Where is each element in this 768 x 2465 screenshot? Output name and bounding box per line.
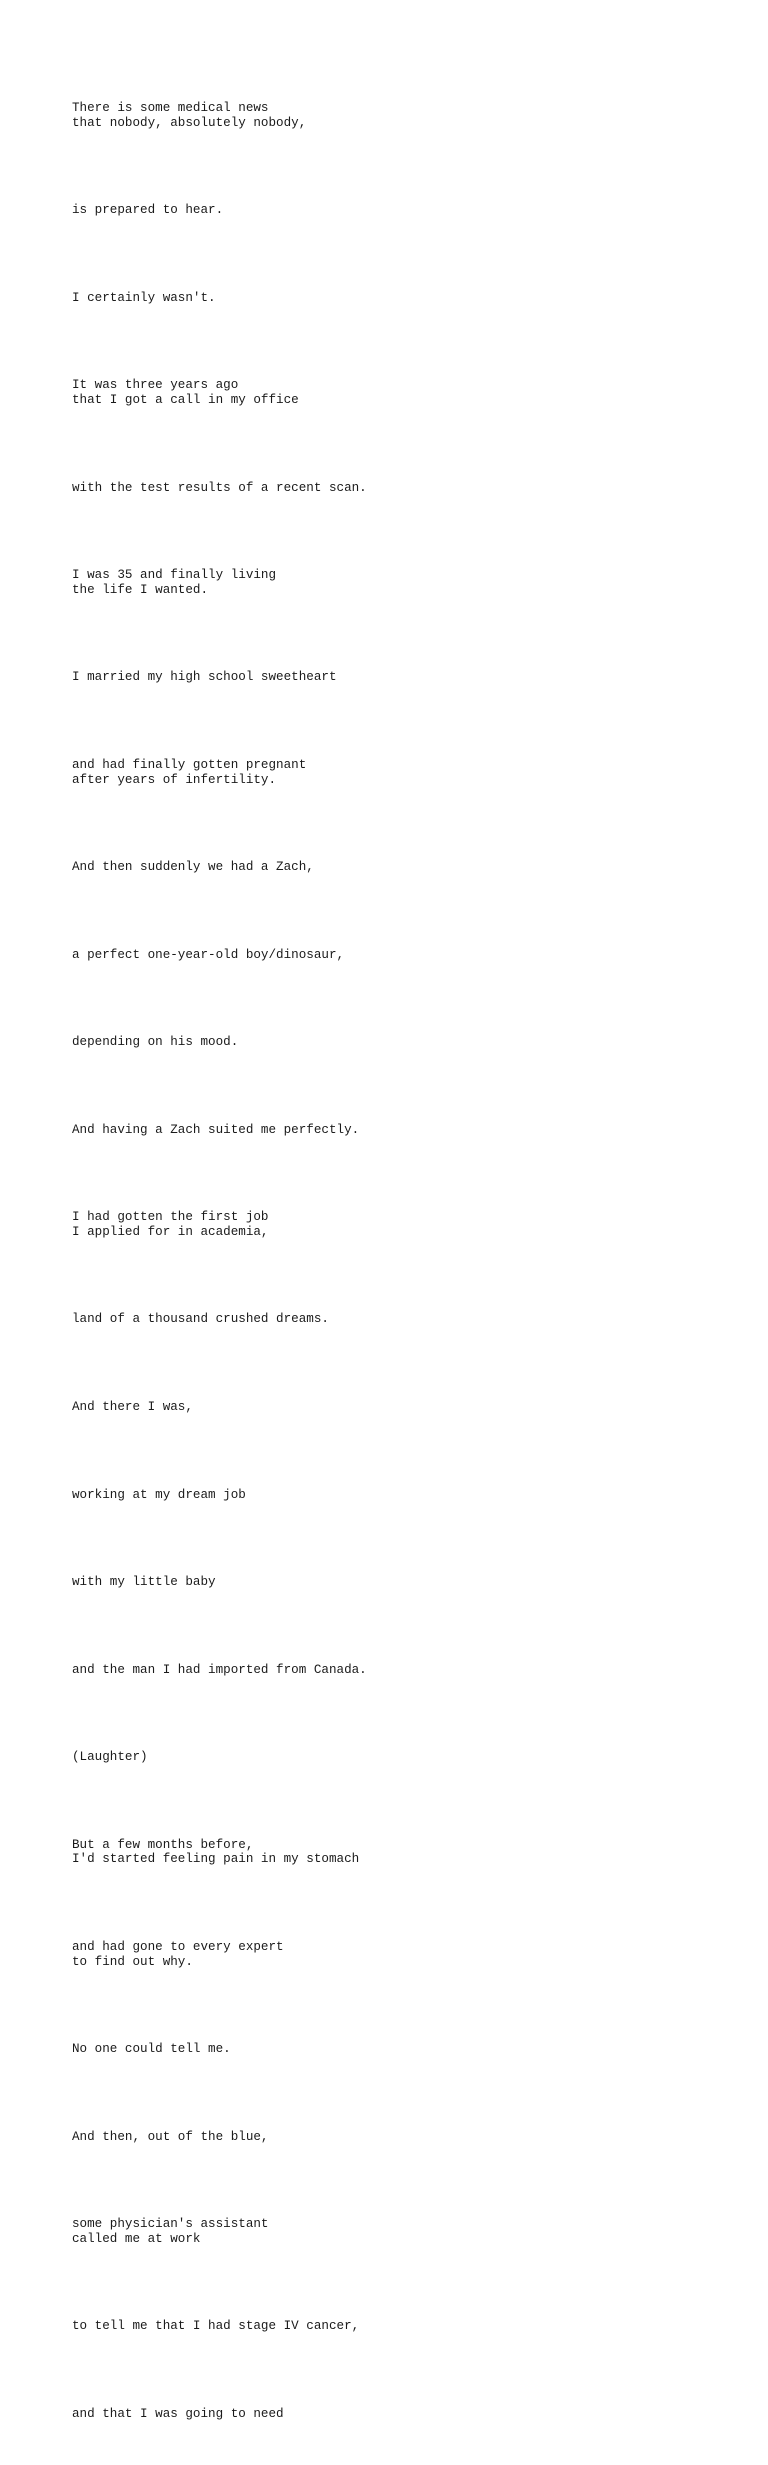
text-line: And having a Zach suited me perfectly. xyxy=(72,1122,360,1137)
paragraph xyxy=(72,1721,712,1794)
text-line: I was 35 and finally living xyxy=(72,568,277,583)
text-line: called me at work xyxy=(72,2231,201,2246)
text-line: to find out why. xyxy=(72,1954,193,1969)
text-line: It was three years ago xyxy=(72,378,239,393)
paragraph xyxy=(72,918,712,991)
text-line: No one could tell me. xyxy=(72,2042,231,2057)
paragraph xyxy=(72,262,712,335)
text-line: that I got a call in my office xyxy=(72,393,299,408)
text-line: I'd started feeling pain in my stomach xyxy=(72,1852,360,1867)
text-line: (Laughter) xyxy=(72,1750,148,1765)
text-line: There is some medical news xyxy=(72,101,269,116)
paragraph xyxy=(72,1006,712,1079)
text-line: But a few months before, xyxy=(72,1837,254,1852)
paragraph xyxy=(72,1371,712,1444)
text-line: and the man I had imported from Canada. xyxy=(72,1662,367,1677)
paragraph xyxy=(72,2290,712,2363)
text-line: I applied for in academia, xyxy=(72,1224,269,1239)
paragraph xyxy=(72,641,712,714)
text-line: and had gone to every expert xyxy=(72,1940,284,1954)
text-line: with my little baby xyxy=(72,1575,216,1590)
text-line: and that I was going to need xyxy=(72,2407,284,2421)
paragraph xyxy=(72,539,712,627)
text-line: after years of infertility. xyxy=(72,772,277,787)
text-line: working at my dream job xyxy=(72,1487,246,1502)
paragraph xyxy=(72,729,712,817)
paragraph xyxy=(72,174,712,247)
text-line: and had finally gotten pregnant xyxy=(72,757,307,772)
text-line: And then, out of the blue, xyxy=(72,2129,269,2144)
text-line: I married my high school sweetheart xyxy=(72,670,337,685)
paragraph xyxy=(72,1634,712,1707)
paragraph xyxy=(72,2188,712,2276)
text-line: And then suddenly we had a Zach, xyxy=(72,860,314,875)
paragraph xyxy=(72,349,712,437)
text-line: I had gotten the first job xyxy=(72,1210,269,1225)
paragraph xyxy=(72,2013,712,2086)
paragraph xyxy=(72,2101,712,2174)
paragraph xyxy=(72,831,712,904)
transcript-text xyxy=(72,72,712,2465)
text-line: with the test results of a recent scan. xyxy=(72,480,367,495)
text-line: some physician's assistant xyxy=(72,2217,269,2232)
paragraph xyxy=(72,451,712,524)
text-line: I certainly wasn't. xyxy=(72,290,216,305)
text-line: is prepared to hear. xyxy=(72,203,224,218)
text-line: depending on his mood. xyxy=(72,1035,239,1050)
paragraph xyxy=(72,1283,712,1356)
paragraph xyxy=(72,1911,712,1999)
paragraph xyxy=(72,1809,712,1897)
text-line: land of a thousand crushed dreams. xyxy=(72,1312,329,1327)
paragraph xyxy=(72,72,712,160)
paragraph xyxy=(72,1094,712,1167)
paragraph xyxy=(72,1458,712,1531)
text-line: a perfect one-year-old boy/dinosaur, xyxy=(72,947,345,962)
paragraph xyxy=(72,2378,712,2451)
text-line: And there I was, xyxy=(72,1400,193,1415)
paragraph xyxy=(72,1181,712,1269)
text-line: the life I wanted. xyxy=(72,582,209,597)
text-line: to tell me that I had stage IV cancer, xyxy=(72,2319,360,2334)
text-line: that nobody, absolutely nobody, xyxy=(72,115,307,130)
paragraph xyxy=(72,1546,712,1619)
